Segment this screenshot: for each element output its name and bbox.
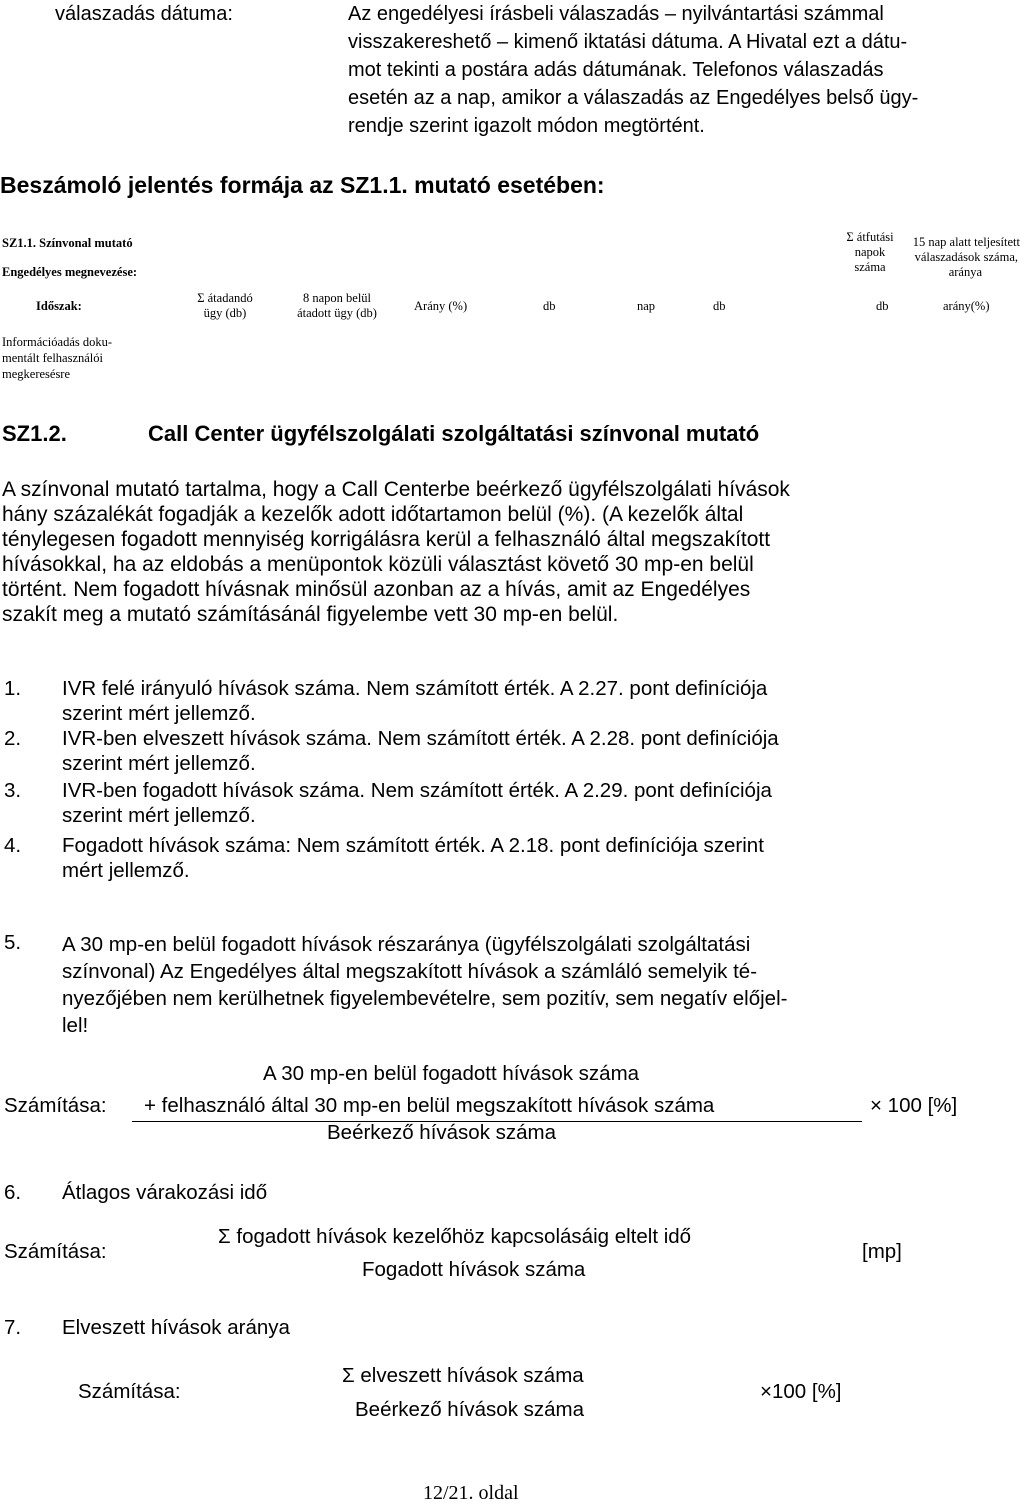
list-item: 2. IVR-ben elveszett hívások száma. Nem számított érték. A 2.28. pont definíciója szerint mért jellemző. [4,727,779,775]
col-nap-header: nap [637,299,656,313]
section-code: SZ1.2. [2,421,67,446]
item5-number: 5. [4,931,22,954]
col-15day-header: 15 nap alatt teljesített válaszadások száma, aránya [912,235,1020,279]
item7-text: Elveszett hívások aránya [62,1316,290,1339]
numbered-list [4,676,964,883]
col-db-header: db [713,299,726,313]
list-item: 4. Fogadott hívások száma: Nem számított érték. A 2.18. pont definíciója szerint mért jellemző. [4,834,764,882]
formula3-numerator: Σ elveszett hívások száma [342,1364,584,1387]
definition-line: esetén az a nap, amikor a válaszadás az Engedélyes belső ügy- [348,87,919,109]
col-sum-days-header: Σ átfutási napok száma [846,230,894,274]
formula3-label: Számítása: [78,1380,181,1403]
formula1-numerator: A 30 mp-en belül fogadott hívások száma [263,1062,640,1085]
item6-number: 6. [4,1181,22,1204]
paragraph-line: ténylegesen fogadott mennyiség korrigálásra kerül a felhasználó által megszakított [2,528,771,551]
formula1-numerator-addend: + felhasználó által 30 mp-en belül megszakított hívások száma [144,1094,715,1117]
col-8day-header: 8 napon belül átadott ügy (db) [297,291,377,320]
paragraph-line: történt. Nem fogadott hívásnak minősül azonban az a hívás, amit az Engedélyes [2,578,751,601]
col-db-header: db [543,299,556,313]
definition-text [348,0,964,140]
report-heading: Beszámoló jelentés formája az SZ1.1. mutató esetében: [0,172,605,198]
definition-line: visszakereshető – kimenő iktatási dátuma. A Hivatal ezt a dátu- [348,31,908,53]
paragraph-line: A színvonal mutató tartalma, hogy a Call Centerbe beérkező ügyfélszolgálati hívások [2,478,790,501]
item6-text: Átlagos várakozási idő [62,1181,268,1204]
section-paragraph [2,477,957,627]
list-item: 3. IVR-ben fogadott hívások száma. Nem számított érték. A 2.29. pont definíciója szerint mért jellemző. [4,779,772,827]
formula1-label: Számítása: [4,1094,107,1117]
table-title: SZ1.1. Színvonal mutató [2,236,133,250]
section-title: Call Center ügyfélszolgálati szolgáltatási színvonal mutató [148,421,760,446]
formula2-denominator: Fogadott hívások száma [362,1258,586,1281]
table-row-label: Információadás doku- mentált felhasználói megkeresésre [2,335,113,381]
formula1-denominator: Beérkező hívások száma [327,1121,557,1144]
definition-line: rendje szerint igazolt módon megtörtént. [348,115,705,137]
definition-line: mot tekinti a postára adás dátumának. Telefonos válaszadás [348,59,884,81]
formula3-unit: ×100 [%] [760,1380,842,1403]
col-db-header: db [876,299,889,313]
formula3-denominator: Beérkező hívások száma [355,1398,585,1421]
col-ratio-header: Arány (%) [414,299,468,313]
paragraph-line: szakít meg a mutató számításánál figyelembe vett 30 mp-en belül. [2,603,619,626]
col-ratio2-header: arány(%) [943,299,990,313]
formula1-multiplier: × 100 [%] [870,1094,958,1117]
page-number: 12/21. oldal [423,1482,519,1504]
definition-line: Az engedélyesi írásbeli válaszadás – nyilvántartási számmal [348,3,884,25]
col-sum-header: Σ átadandó ügy (db) [197,291,253,320]
formula2-numerator: Σ fogadott hívások kezelőhöz kapcsolásáig eltelt idő [218,1225,692,1248]
item7-number: 7. [4,1316,22,1339]
formula2-label: Számítása: [4,1240,107,1263]
item5-text: A 30 mp-en belül fogadott hívások részaránya (ügyfélszolgálati szolgáltatási színvonal) Az Engedélyes által megszakított hívások a számláló semelyik té- nyezőjében nem kerülhetnek figyelembevételre, sem pozitív, sem negatív előjel- lel! [62,933,788,1037]
paragraph-line: hány százalékát fogadják a kezelők adott időtartamon belül (%). (A kezelők által [2,503,744,526]
definition-label: válaszadás dátuma: [55,3,233,25]
paragraph-line: hívásokkal, ha az eldobás a menüpontok közüli választást követő 30 mp-en belül [2,553,754,576]
formula2-unit: [mp] [862,1240,902,1263]
licensee-label: Engedélyes megnevezése: [2,265,138,279]
period-label: Időszak: [36,299,82,313]
list-item: 1. IVR felé irányuló hívások száma. Nem számított érték. A 2.27. pont definíciója szerint mért jellemző. [4,677,768,725]
